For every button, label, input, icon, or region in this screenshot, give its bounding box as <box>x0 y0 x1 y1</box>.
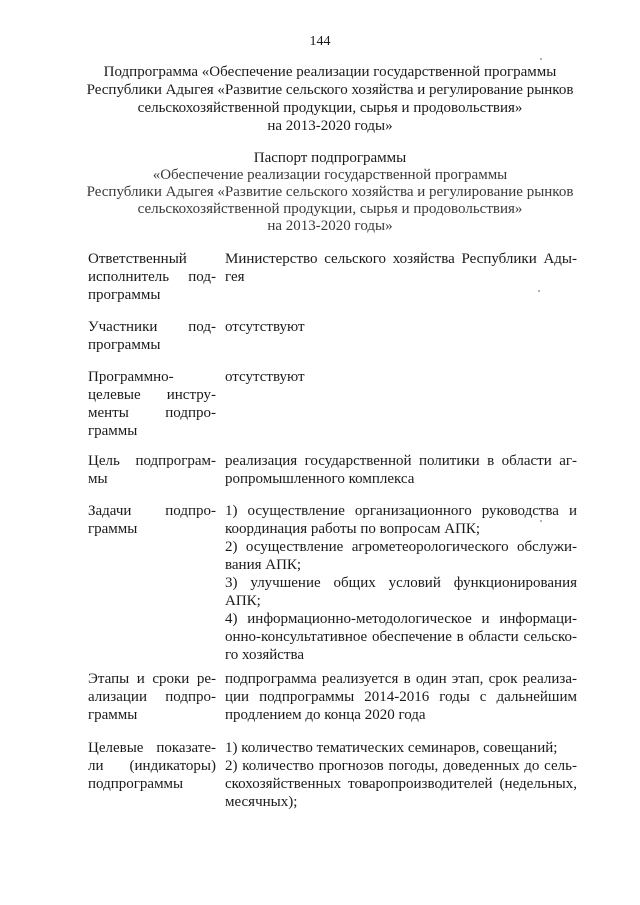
value-line: Министерство сельского хозяйства Республики Ады- <box>225 251 577 267</box>
value-line: ции подпрограммы 2014-2016 годы с дальнейшим <box>225 689 577 705</box>
page-number: 144 <box>309 34 331 49</box>
title-line: Подпрограмма «Обеспечение реализации государственной программы <box>103 64 557 80</box>
label-line: программы <box>88 337 161 353</box>
label-line: Этапы и сроки ре- <box>88 671 216 687</box>
label-line: Цель подпрограм- <box>88 453 216 469</box>
row-label <box>88 318 216 354</box>
label-line: граммы <box>88 423 138 439</box>
scan-speck <box>540 58 542 60</box>
value-line: 1) осуществление организационного руководства и <box>225 503 577 519</box>
passport-line: на 2013-2020 годы» <box>267 218 393 234</box>
label-line: менты подпро- <box>88 405 216 421</box>
value-line: 1) количество тематических семинаров, совещаний; <box>225 740 558 756</box>
label-line: исполнитель под- <box>88 269 216 285</box>
value-line: подпрограмма реализуется в один этап, срок реализа- <box>225 671 577 687</box>
label-line: Целевые показате- <box>88 740 216 756</box>
value-line: 4) информационно-методологическое и информаци- <box>225 611 577 627</box>
row-value <box>225 670 577 724</box>
passport-line: Республики Адыгея «Развитие сельского хозяйства и регулирование рынков <box>86 184 574 200</box>
label-line: Участники под- <box>88 319 216 335</box>
value-line: отсутствуют <box>225 319 305 335</box>
value-line: АПК; <box>225 593 261 609</box>
value-line: 2) количество прогнозов погоды, доведенных до сель- <box>225 758 577 774</box>
row-value <box>225 502 577 664</box>
scan-speck <box>538 290 540 292</box>
label-line: Программно- <box>88 369 174 385</box>
row-value <box>225 318 577 336</box>
row-value <box>225 250 577 286</box>
label-line: подпрограммы <box>88 776 184 792</box>
row-label <box>88 670 216 724</box>
passport-heading: Паспорт подпрограммы <box>253 150 407 166</box>
value-line: вания АПК; <box>225 557 302 573</box>
value-line: скохозяйственных товаропроизводителей (недельных, <box>225 776 577 792</box>
label-line: граммы <box>88 521 138 537</box>
value-line: отсутствуют <box>225 369 305 385</box>
row-label <box>88 250 216 304</box>
row-value <box>225 452 577 488</box>
label-line: граммы <box>88 707 138 723</box>
value-line: реализация государственной политики в области аг- <box>225 453 577 469</box>
value-line: гея <box>225 269 245 285</box>
row-value <box>225 739 577 811</box>
row-value <box>225 368 577 386</box>
value-line: го хозяйства <box>225 647 305 663</box>
label-line: программы <box>88 287 161 303</box>
value-line: онно-консультативное обеспечение в области сельско- <box>225 629 577 645</box>
row-label <box>88 368 216 440</box>
value-line: координация работы по вопросам АПК; <box>225 521 481 537</box>
label-line: Задачи подпро- <box>88 503 216 519</box>
label-line: ли (индикаторы) <box>88 758 216 774</box>
subprogram-title <box>80 63 580 135</box>
row-label <box>88 502 216 538</box>
value-line: 3) улучшение общих условий функционирования <box>225 575 577 591</box>
label-line: мы <box>88 471 108 487</box>
row-label <box>88 739 216 793</box>
label-line: ализации подпро- <box>88 689 216 705</box>
title-line: Республики Адыгея «Развитие сельского хозяйства и регулирование рынков <box>86 82 574 98</box>
value-line: 2) осуществление агрометеорологического обслужи- <box>225 539 577 555</box>
passport-line: «Обеспечение реализации государственной программы <box>152 167 508 183</box>
passport-header <box>80 150 580 235</box>
title-line: на 2013-2020 годы» <box>267 118 393 134</box>
value-line: месячных); <box>225 794 298 810</box>
row-label <box>88 452 216 488</box>
label-line: Ответственный <box>88 251 187 267</box>
passport-line: сельскохозяйственной продукции, сырья и продовольствия» <box>137 201 523 217</box>
value-line: продлением до конца 2020 года <box>225 707 426 723</box>
value-line: ропромышленного комплекса <box>225 471 415 487</box>
label-line: целевые инстру- <box>88 387 216 403</box>
title-line: сельскохозяйственной продукции, сырья и продовольствия» <box>137 100 523 116</box>
scan-speck <box>540 520 542 522</box>
